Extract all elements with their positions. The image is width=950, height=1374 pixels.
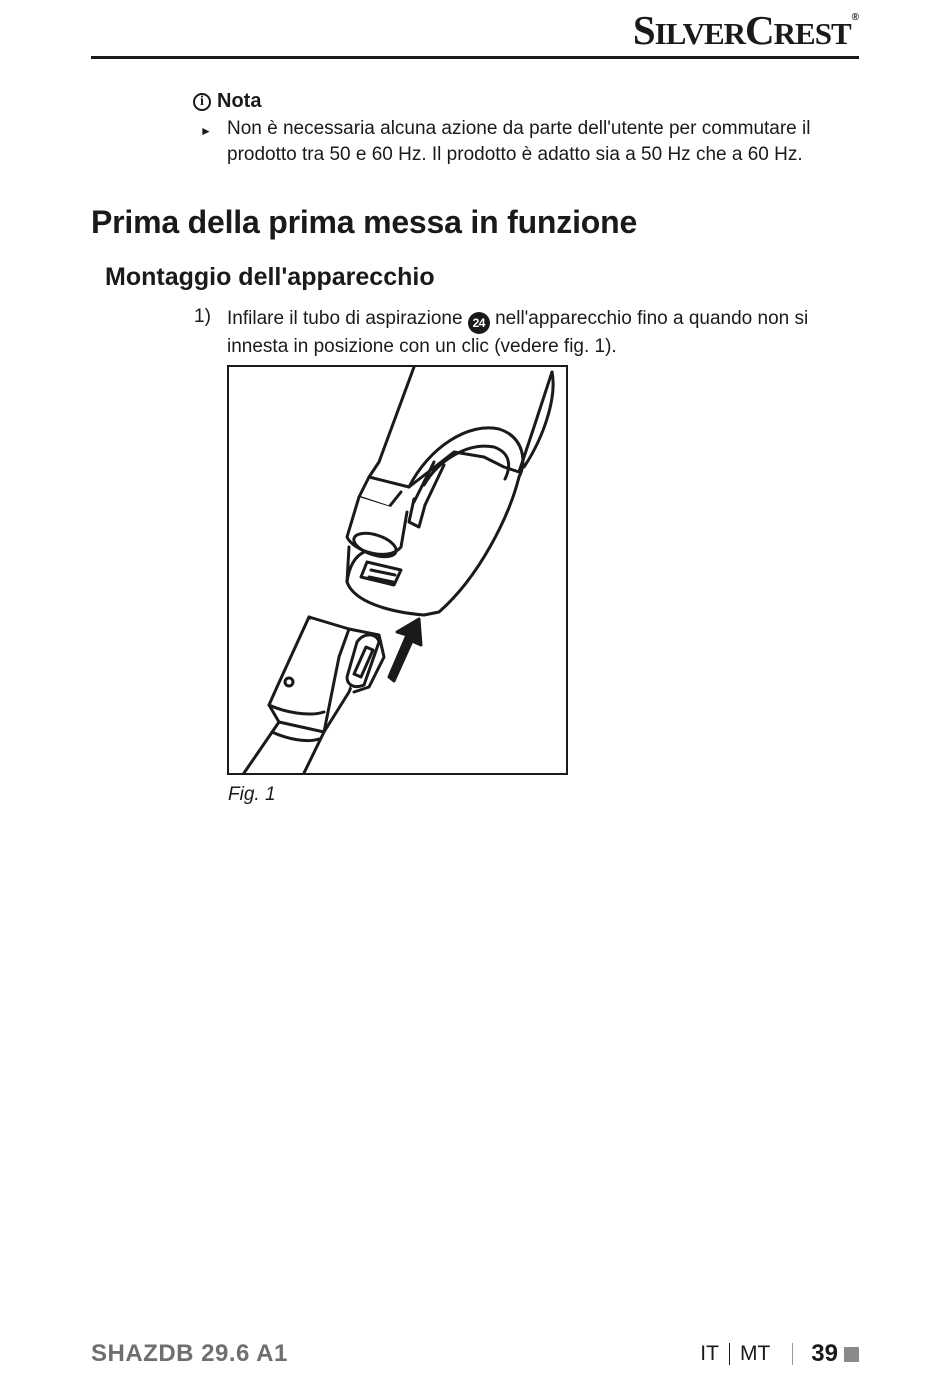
square-marker-icon: [844, 1347, 859, 1362]
bullet-arrow-icon: ►: [200, 124, 212, 138]
step-number: 1): [194, 306, 211, 327]
section-subtitle: Montaggio dell'apparecchio: [105, 263, 435, 291]
reference-number-badge: 24: [468, 312, 490, 334]
vacuum-tube-assembly-illustration: [229, 367, 566, 773]
language-code: MT: [739, 1342, 771, 1365]
language-code: IT: [700, 1342, 719, 1365]
note-heading: [193, 90, 261, 113]
step-text: Infilare il tubo di aspirazione 24 nell'apparecchio fino a quando non si innesta in posizione con un clic (vedere fig. 1).: [227, 308, 809, 357]
page-number: 39: [811, 1340, 838, 1367]
header-rule: [91, 56, 859, 59]
footer-model: SHAZDB 29.6 A1: [91, 1340, 288, 1367]
footer-page-info: [700, 1340, 859, 1368]
info-icon: i: [193, 93, 211, 111]
note-text: Non è necessaria alcuna azione da parte dell'utente per commutare il prodotto tra 50 e 60 Hz. Il prodotto è adatto sia a 50 Hz che a 60 Hz.: [227, 118, 811, 165]
note-title: Nota: [217, 90, 262, 112]
divider: [729, 1343, 730, 1365]
brand-logo: SILVERCREST®: [632, 7, 858, 53]
figure-illustration: [227, 365, 568, 775]
divider: [792, 1343, 793, 1365]
figure-caption: Fig. 1: [228, 784, 276, 805]
section-title: Prima della prima messa in funzione: [91, 204, 638, 240]
